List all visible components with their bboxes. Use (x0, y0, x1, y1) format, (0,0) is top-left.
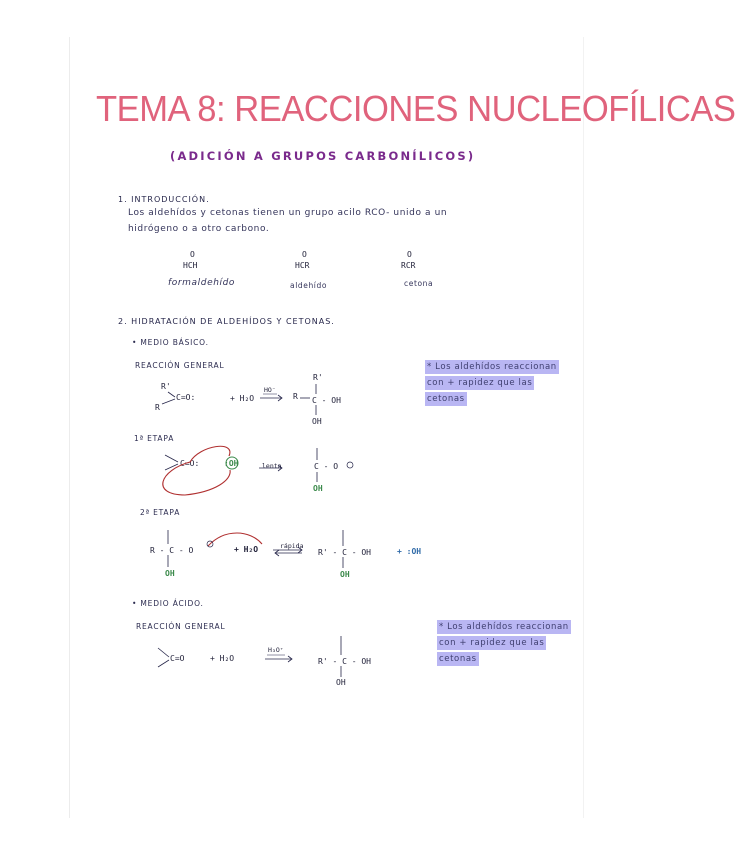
bond-line (158, 648, 169, 657)
molecule-aldehyde-o: O (302, 250, 307, 259)
step1-arrow-label: lenta (262, 462, 282, 470)
step2-label: 2ª ETAPA (140, 508, 181, 517)
bond-line (165, 455, 178, 462)
molecule-ketone-name: cetona (404, 279, 434, 288)
molecule-ketone-o: O (407, 250, 412, 259)
bond-line (168, 392, 175, 397)
basic-reactant-r-prime: R' (161, 382, 171, 391)
section2-heading: 2. HIDRATACIÓN DE ALDEHÍDOS Y CETONAS. (118, 317, 335, 326)
molecule-ketone-formula: RCR (401, 261, 416, 270)
molecule-formaldehyde-name: formaldehído (168, 278, 236, 288)
step1-label: 1ª ETAPA (134, 434, 175, 443)
step2-byproduct: + :OH (397, 547, 422, 556)
step2-reagent: + H₂O (234, 545, 259, 554)
step2-arrow-label: rápida (280, 542, 304, 550)
section1-text-line2: hidrógeno o a otro carbono. (128, 224, 270, 234)
step2-product: R' - C - OH (318, 548, 371, 557)
basic-product-oh: OH (312, 417, 322, 426)
molecule-formaldehyde-o: O (190, 250, 195, 259)
basic-note-line1: * Los aldehídos reaccionan (427, 362, 557, 372)
acid-reagent: + H₂O (210, 654, 235, 663)
basic-product-r: R (293, 392, 298, 401)
electron-arrow (163, 446, 230, 495)
basic-reactant-r: R (155, 403, 160, 412)
molecule-formaldehyde-formula: HCH (183, 261, 198, 270)
acid-medium-label: • MEDIO ÁCIDO. (132, 599, 204, 608)
basic-product-right: C - OH (312, 396, 341, 405)
acid-arrow-label: H₃O⁺ (268, 646, 284, 654)
basic-medium-label: • MEDIO BÁSICO. (132, 338, 209, 347)
molecule-aldehyde-formula: HCR (295, 261, 310, 270)
step1-reactant: C=O: (180, 459, 200, 468)
molecule-aldehyde-name: aldehído (290, 281, 328, 290)
basic-general-label: REACCIÓN GENERAL (135, 361, 225, 370)
basic-reactant: C=O: (176, 393, 196, 402)
acid-note-line1: * Los aldehídos reaccionan (439, 622, 569, 632)
basic-reagent: + H₂O (230, 394, 255, 403)
section1-heading: 1. INTRODUCCIÓN. (118, 195, 210, 204)
charge-circle (347, 462, 353, 468)
step1-product: C - O (314, 462, 339, 471)
step2-reactant: R - C - O (150, 546, 194, 555)
charge-circle (226, 457, 238, 469)
basic-arrow-label: HO⁻ (264, 386, 276, 394)
page-title: TEMA 8: REACCIONES NUCLEOFÍLICAS (96, 88, 736, 129)
step1-nucleophile: :OH (224, 459, 239, 468)
bond-line (162, 399, 175, 404)
acid-general-label: REACCIÓN GENERAL (136, 622, 226, 631)
basic-note-line2: con + rapidez que las (427, 378, 533, 388)
acid-note-line2: con + rapidez que las (439, 638, 545, 648)
acid-product: R' - C - OH (318, 657, 371, 666)
section1-text-line1: Los aldehídos y cetonas tienen un grupo acilo RCO- unido a un (128, 208, 448, 218)
step2-product-oh: OH (340, 570, 350, 579)
page-subtitle: (ADICIÓN A GRUPOS CARBONÍLICOS) (170, 149, 476, 163)
bond-line (158, 660, 169, 667)
acid-product-oh: OH (336, 678, 346, 687)
acid-note-line3: cetonas (439, 654, 477, 664)
basic-note-line3: cetonas (427, 394, 465, 404)
basic-product-r-prime: R' (313, 373, 323, 382)
acid-reactant: C=O (170, 654, 185, 663)
step1-product-oh: OH (313, 484, 323, 493)
step2-reactant-oh: OH (165, 569, 175, 578)
electron-arrow (208, 533, 262, 546)
